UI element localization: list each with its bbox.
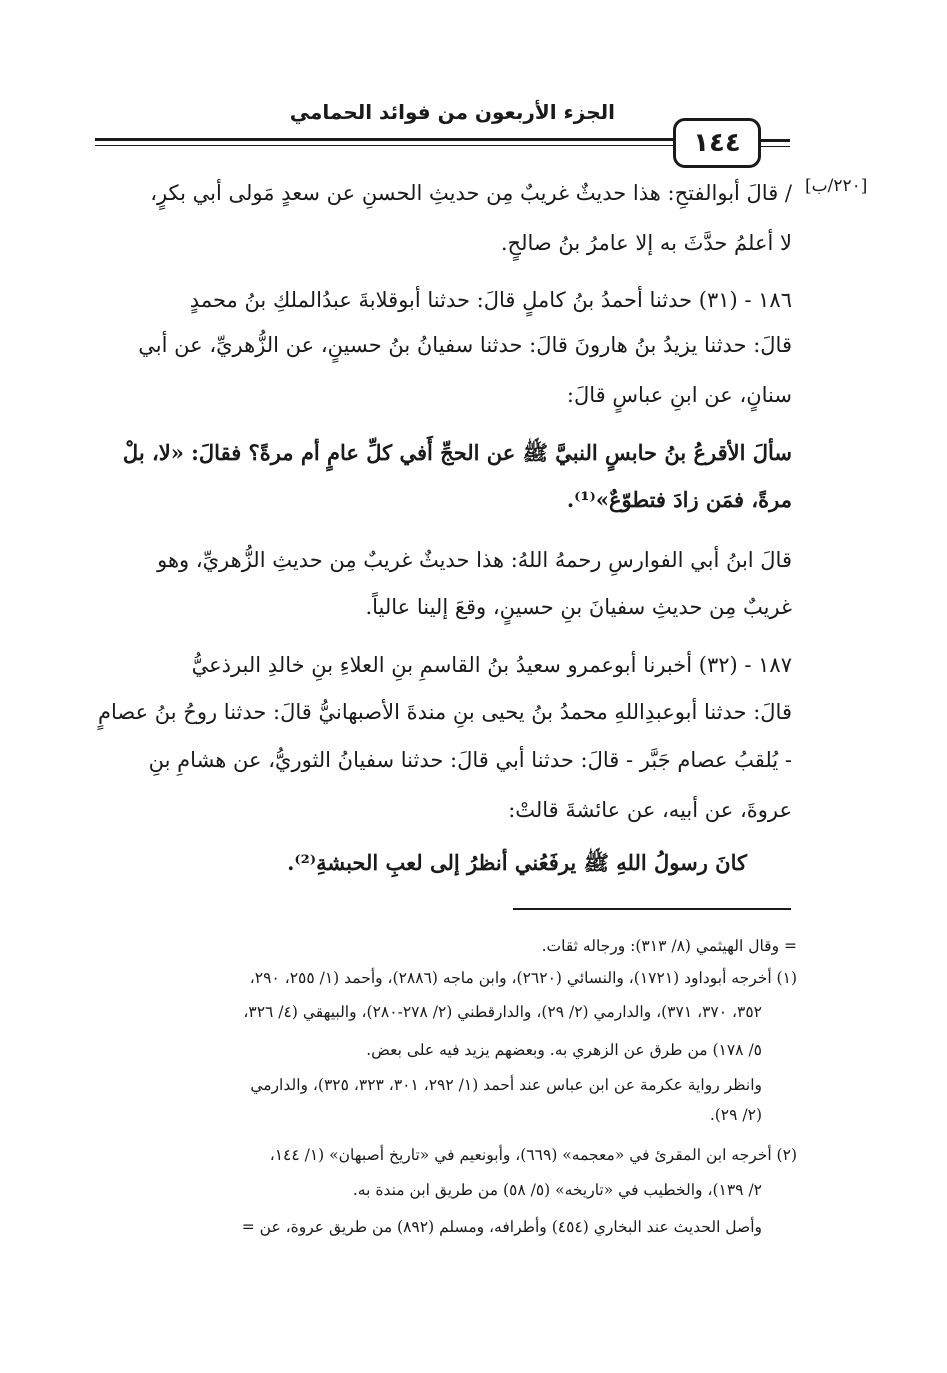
header-rule-thin (95, 145, 675, 146)
footnote-line: وأصل الحديث عند البخاري (٤٥٤) وأطرافه، ومسلم (٨٩٢) من طريق عروة، عن = (241, 1218, 762, 1236)
text-line: - يُلقبُ عصام جَبَّر - قالَ: حدثنا أبي قالَ: حدثنا سفيانُ الثوريُّ، عن هشامِ بنِ (148, 748, 792, 772)
header-rule-right-thin (758, 146, 790, 147)
text-line: سنانٍ، عن ابنِ عباسٍ قالَ: (566, 383, 792, 407)
text-line: قالَ: حدثنا أبوعبدِاللهِ محمدُ بنُ يحيى بنِ مندةَ الأصبهانيُّ قالَ: حدثنا روحُ بنُ عصامٍ (97, 700, 792, 724)
footnote-line: (١) أخرجه أبوداود (١٧٢١)، والنسائي (٢٦٢٠)، وابن ماجه (٢٨٨٦)، وأحمد (١/ ٢٥٥، ٢٩٠، (249, 969, 797, 987)
page-number: ١٤٤ (673, 118, 761, 168)
hadith-text-line: مرةً، فمَن زادَ فتطوّعٌ»⁽¹⁾. (566, 487, 792, 512)
footnote-line: ٥/ ١٧٨) من طرق عن الزهري به. وبعضهم يزيد فيه على بعض. (366, 1041, 762, 1059)
text-line: ١٨٧ - (٣٢) أخبرنا أبوعمرو سعيدُ بنُ القاسمِ بنِ العلاءِ بنِ خالدِ البرذعيُّ (191, 653, 792, 677)
text-line: ١٨٦ - (٣١) حدثنا أحمدُ بنُ كاملٍ قالَ: حدثنا أبوقلابةَ عبدُالملكِ بنُ محمدٍ (189, 288, 792, 312)
footnote-line: = وقال الهيثمي (٨/ ٣١٣): ورجاله ثقات. (541, 937, 797, 955)
text-line: / قالَ أبوالفتحِ: هذا حديثٌ غريبٌ مِن حديثِ الحسنِ عن سعدٍ مَولى أبي بكرٍ، (150, 181, 792, 205)
footnote-separator (513, 908, 791, 910)
header-rule-thick (95, 138, 675, 141)
text-line: غريبٌ مِن حديثِ سفيانَ بنِ حسينٍ، وقعَ إلينا عالياً. (365, 595, 792, 619)
footnote-line: ٢/ ١٣٩)، والخطيب في «تاريخه» (٥/ ٥٨) من طريق ابن مندة به. (352, 1181, 762, 1199)
running-header-title: الجزء الأربعون من فوائد الحمامي (289, 100, 615, 124)
text-line: قالَ ابنُ أبي الفوارسِ رحمهُ اللهُ: هذا حديثٌ غريبٌ مِن حديثِ الزُّهريِّ، وهو (157, 548, 792, 572)
footnote-line: (٢) أخرجه ابن المقرئ في «معجمه» (٦٦٩)، وأبونعيم في «تاريخ أصبهان» (١/ ١٤٤، (269, 1146, 797, 1164)
header-rule-right-thick (758, 139, 790, 142)
footnote-line: (٢/ ٢٩). (709, 1106, 762, 1124)
manuscript-folio-ref: [٢٢٠/ب] (805, 176, 868, 196)
hadith-text-line: سألَ الأقرعُ بنُ حابسٍ النبيَّ ﷺ عن الحجِّ أَفي كلِّ عامٍ أم مرةً؟ فقالَ: «لا، بلْ (122, 440, 792, 465)
hadith-text-line: كانَ رسولُ اللهِ ﷺ يرفَعُني أنظرُ إلى لعبِ الحبشةِ⁽²⁾. (287, 850, 747, 875)
footnote-line: وانظر رواية عكرمة عن ابن عباس عند أحمد (١/ ٢٩٢، ٣٠١، ٣٢٣، ٣٢٥)، والدارمي (250, 1076, 762, 1094)
text-line: لا أعلمُ حدَّثَ به إلا عامرُ بنُ صالحٍ. (500, 231, 792, 255)
text-line: قالَ: حدثنا يزيدُ بنُ هارونَ قالَ: حدثنا سفيانُ بنُ حسينٍ، عن الزُّهريِّ، عن أبي (138, 333, 792, 357)
footnote-line: ٣٥٢، ٣٧٠، ٣٧١)، والدارمي (٢/ ٢٩)، والدارقطني (٢/ ٢٧٨-٢٨٠)، والبيهقي (٤/ ٣٢٦، (243, 1003, 762, 1021)
text-line: عروةَ، عن أبيه، عن عائشةَ قالتْ: (508, 798, 792, 822)
